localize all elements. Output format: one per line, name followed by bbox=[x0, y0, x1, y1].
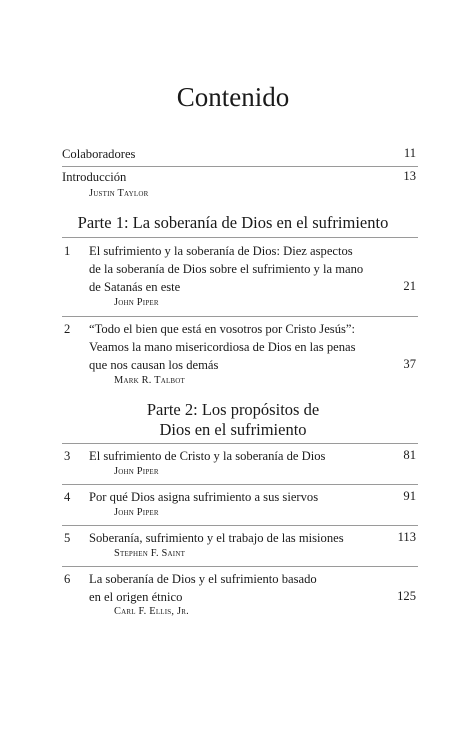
chapter-number: 3 bbox=[64, 449, 71, 463]
chapter-number: 6 bbox=[64, 572, 71, 586]
chapter-number: 1 bbox=[64, 244, 71, 258]
chapter-title-line: Soberanía, sufrimiento y el trabajo de las misiones bbox=[89, 531, 344, 545]
chapter-author: Mark R. Talbot bbox=[114, 375, 186, 386]
chapter-number: 2 bbox=[64, 322, 71, 336]
chapter-title-line: Veamos la mano misericordiosa de Dios en las penas bbox=[89, 340, 356, 354]
divider bbox=[62, 316, 418, 317]
entry-page: 11 bbox=[403, 146, 416, 160]
part-1-heading: Parte 1: La soberanía de Dios en el sufrimiento bbox=[77, 213, 389, 232]
chapter-page: 37 bbox=[403, 357, 416, 371]
chapter-title-line: en el origen étnico bbox=[89, 590, 183, 604]
page-title: Contenido bbox=[176, 82, 290, 112]
entry-label: Introducción bbox=[62, 170, 127, 184]
entry-page: 13 bbox=[403, 169, 416, 183]
divider bbox=[62, 443, 418, 444]
chapter-author: John Piper bbox=[114, 507, 159, 518]
divider bbox=[62, 237, 418, 238]
divider bbox=[62, 484, 418, 485]
chapter-page: 21 bbox=[403, 279, 416, 293]
chapter-title-line: que nos causan los demás bbox=[89, 358, 219, 372]
divider bbox=[62, 525, 418, 526]
part-2-heading-line: Dios en el sufrimiento bbox=[159, 420, 307, 439]
chapter-title-line: de la soberanía de Dios sobre el sufrimiento y la mano bbox=[89, 262, 364, 276]
entry-author: Justin Taylor bbox=[89, 188, 149, 199]
chapter-page: 113 bbox=[397, 530, 416, 544]
part-2-heading-line: Parte 2: Los propósitos de bbox=[146, 400, 320, 419]
chapter-page: 125 bbox=[397, 589, 416, 603]
chapter-title-line: El sufrimiento y la soberanía de Dios: Diez aspectos bbox=[89, 244, 353, 258]
chapter-author: John Piper bbox=[114, 466, 159, 477]
chapter-page: 81 bbox=[403, 448, 416, 462]
divider bbox=[62, 566, 418, 567]
chapter-author: John Piper bbox=[114, 297, 159, 308]
chapter-title-line: Por qué Dios asigna sufrimiento a sus siervos bbox=[89, 490, 319, 504]
chapter-number: 5 bbox=[64, 531, 71, 545]
chapter-author: Carl F. Ellis, Jr. bbox=[114, 606, 189, 617]
chapter-author: Stephen F. Saint bbox=[114, 548, 186, 559]
chapter-title-line: de Satanás en este bbox=[89, 280, 181, 294]
chapter-title-line: “Todo el bien que está en vosotros por Cristo Jesús”: bbox=[89, 322, 355, 336]
chapter-title-line: El sufrimiento de Cristo y la soberanía de Dios bbox=[89, 449, 326, 463]
divider bbox=[62, 166, 418, 167]
chapter-title-line: La soberanía de Dios y el sufrimiento basado bbox=[89, 572, 317, 586]
chapter-number: 4 bbox=[64, 490, 71, 504]
entry-label: Colaboradores bbox=[62, 147, 136, 161]
chapter-page: 91 bbox=[403, 489, 416, 503]
